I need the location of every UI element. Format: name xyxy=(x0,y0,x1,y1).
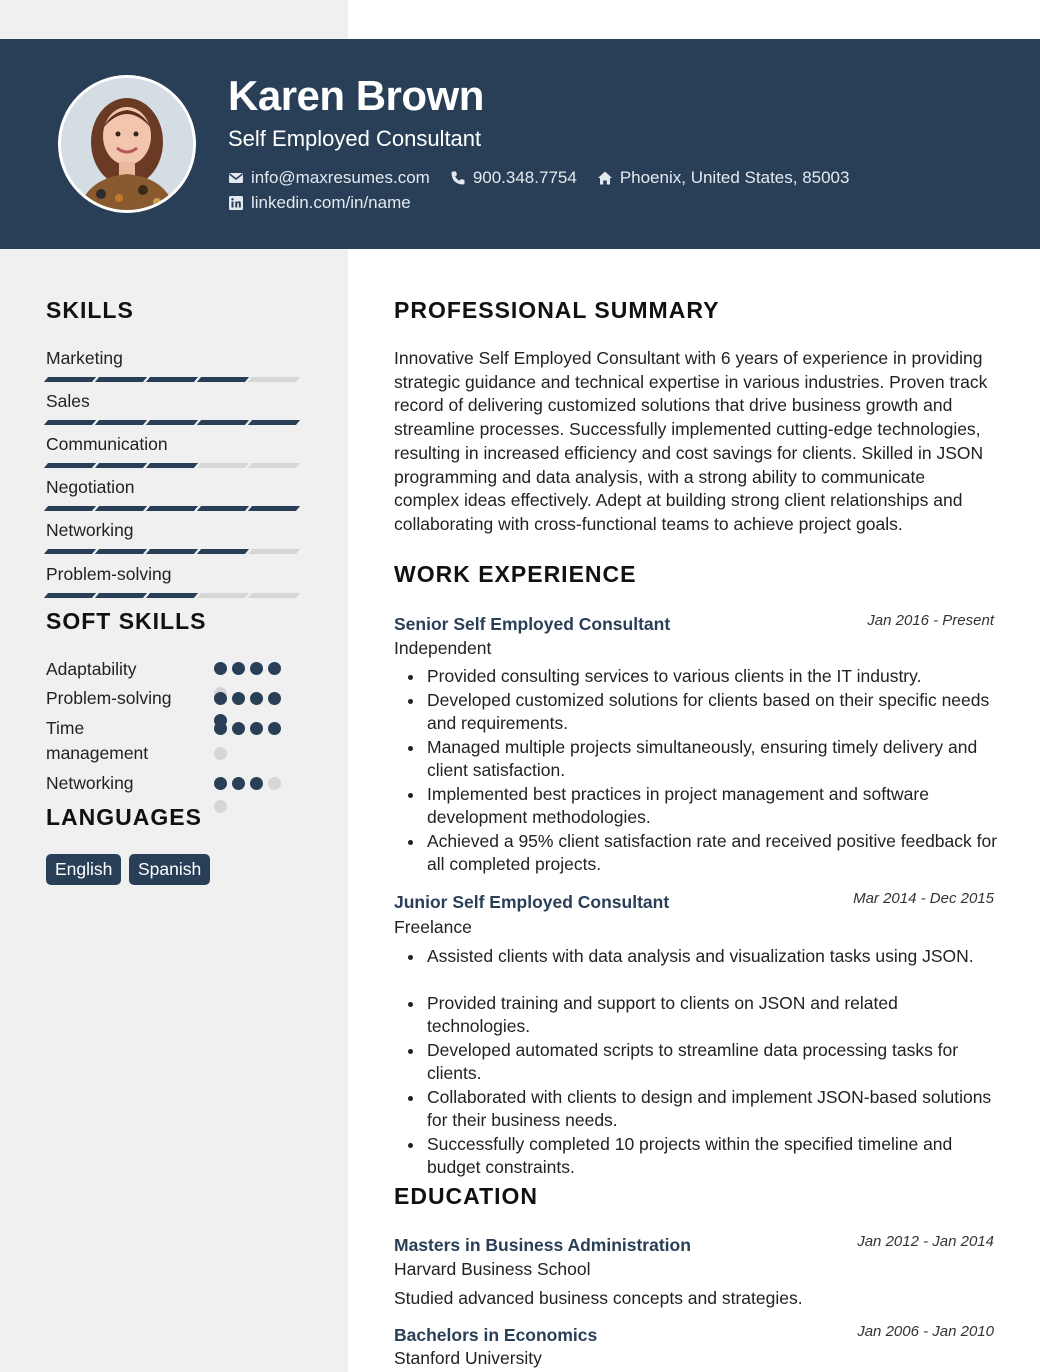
skill-label: Problem-solving xyxy=(46,564,172,584)
rating-dot xyxy=(232,662,245,675)
skill-level-segment xyxy=(146,593,198,598)
job-bullets xyxy=(427,665,999,877)
rating-dot xyxy=(250,722,263,735)
soft-skill-rating xyxy=(214,722,294,760)
contact-address xyxy=(597,167,850,189)
skill-level-segment xyxy=(197,377,249,382)
job-company: Freelance xyxy=(394,917,472,937)
job-bullet: Assisted clients with data analysis and visualization tasks using JSON. xyxy=(427,945,999,969)
skill-level-bar xyxy=(46,506,302,512)
skill-level-segment xyxy=(146,463,198,468)
skill-level-segment xyxy=(248,593,300,598)
degree-dates: Jan 2012 - Jan 2014 xyxy=(857,1233,994,1250)
skill-label: Communication xyxy=(46,434,168,454)
soft-skill-label: Time management xyxy=(46,718,149,763)
rating-dot xyxy=(268,662,281,675)
rating-dot xyxy=(268,692,281,705)
skill-label: Sales xyxy=(46,391,90,411)
skill-level-segment xyxy=(197,420,249,425)
skill-label: Networking xyxy=(46,520,134,540)
skill-level-segment xyxy=(95,377,147,382)
candidate-role: Self Employed Consultant xyxy=(228,126,482,151)
skill-level-segment xyxy=(197,549,249,554)
skill-level-segment xyxy=(95,506,147,511)
linkedin-text: linkedin.com/in/name xyxy=(251,193,411,212)
resume-header xyxy=(0,39,1040,249)
profile-photo-illustration xyxy=(61,78,193,210)
phone-text: 900.348.7754 xyxy=(472,168,577,187)
experience-heading: WORK EXPERIENCE xyxy=(394,561,637,587)
degree-description: Studied advanced business concepts and strategies. xyxy=(394,1288,803,1308)
job-bullets xyxy=(427,945,999,1180)
job-company: Independent xyxy=(394,638,492,658)
skill-level-segment xyxy=(197,463,249,468)
language-badge-spanish: Spanish xyxy=(129,854,210,885)
contact-row-2 xyxy=(228,192,431,214)
degree-title: Bachelors in Economics xyxy=(394,1325,598,1345)
phone-icon xyxy=(450,170,466,186)
envelope-icon xyxy=(228,170,244,186)
skill-label: Marketing xyxy=(46,348,123,368)
skill-level-segment xyxy=(44,463,96,468)
skill-level-segment xyxy=(248,377,300,382)
rating-dot xyxy=(250,777,263,790)
language-badge-english: English xyxy=(46,854,121,885)
skill-level-segment xyxy=(146,420,198,425)
rating-dot xyxy=(232,777,245,790)
rating-dot xyxy=(268,722,281,735)
job-bullet: Provided consulting services to various clients in the IT industry. xyxy=(427,665,999,689)
skill-level-segment xyxy=(146,377,198,382)
rating-dot xyxy=(232,692,245,705)
degree-dates: Jan 2006 - Jan 2010 xyxy=(857,1323,994,1340)
soft-skill-label: Problem-solving xyxy=(46,688,172,708)
skill-level-segment xyxy=(44,593,96,598)
skill-level-segment xyxy=(248,420,300,425)
skill-level-segment xyxy=(44,377,96,382)
skill-level-segment xyxy=(197,506,249,511)
job-title: Junior Self Employed Consultant xyxy=(394,892,670,912)
email-text: info@maxresumes.com xyxy=(251,168,430,187)
school-name: Harvard Business School xyxy=(394,1259,591,1279)
summary-heading: PROFESSIONAL SUMMARY xyxy=(394,297,720,323)
skill-level-segment xyxy=(146,506,198,511)
rating-dot xyxy=(232,722,245,735)
skill-level-segment xyxy=(248,506,300,511)
skill-level-bar xyxy=(46,549,302,555)
skills-heading: SKILLS xyxy=(46,297,134,323)
education-heading: EDUCATION xyxy=(394,1183,539,1209)
soft-skill-rating xyxy=(214,777,294,813)
job-bullet: Implemented best practices in project management and software development methodologies. xyxy=(427,783,999,830)
rating-dot xyxy=(268,777,281,790)
job-title: Senior Self Employed Consultant xyxy=(394,614,671,634)
contact-row xyxy=(228,167,869,189)
contact-email[interactable] xyxy=(228,167,430,189)
skill-level-bar xyxy=(46,593,302,599)
skill-level-bar xyxy=(46,463,302,469)
rating-dot xyxy=(214,800,227,813)
job-bullet: Managed multiple projects simultaneously, ensuring timely delivery and client satisfaction. xyxy=(427,736,999,783)
skill-level-segment xyxy=(95,549,147,554)
job-bullet: Achieved a 95% client satisfaction rate and received positive feedback for all completed projects. xyxy=(427,830,999,877)
rating-dot xyxy=(214,747,227,760)
home-icon xyxy=(597,170,613,186)
school-name: Stanford University xyxy=(394,1348,542,1368)
skill-level-segment xyxy=(146,549,198,554)
profile-photo xyxy=(58,75,196,213)
address-text: Phoenix, United States, 85003 xyxy=(619,168,850,187)
summary-text: Innovative Self Employed Consultant with 6 years of experience in providing strategic guidance and technical expertise in various industries. Proven track record of delivering customized solutions that drive business growth and streamline processes. Successfully implemented cutting-edge technologies, resulting in increased efficiency and cost savings for clients. Skilled in JSON programming and data analysis, with a strong ability to communicate complex ideas effectively. Adept at building strong client relationships and collaborating with cross-functional teams to achieve project goals. xyxy=(394,348,988,534)
job-bullet: Developed automated scripts to streamline data processing tasks for clients. xyxy=(427,1039,999,1086)
rating-dot xyxy=(214,722,227,735)
job-dates: Jan 2016 - Present xyxy=(867,612,994,629)
degree-title: Masters in Business Administration xyxy=(394,1235,691,1255)
rating-dot xyxy=(250,692,263,705)
skill-level-bar xyxy=(46,377,302,383)
candidate-name: Karen Brown xyxy=(228,72,484,119)
rating-dot xyxy=(214,662,227,675)
job-bullet: Collaborated with clients to design and implement JSON-based solutions for their business needs. xyxy=(427,1086,999,1133)
skill-level-segment xyxy=(44,420,96,425)
job-bullet: Successfully completed 10 projects within the specified timeline and budget constraints. xyxy=(427,1133,999,1180)
job-bullet: Provided training and support to clients on JSON and related technologies. xyxy=(427,992,999,1039)
skill-level-segment xyxy=(95,463,147,468)
skill-level-segment xyxy=(248,549,300,554)
skill-level-segment xyxy=(44,506,96,511)
skill-level-bar xyxy=(46,420,302,426)
job-bullet: Developed customized solutions for clients based on their specific needs and requirements. xyxy=(427,689,999,736)
skill-level-segment xyxy=(44,549,96,554)
linkedin-icon xyxy=(228,195,244,211)
skill-level-segment xyxy=(95,420,147,425)
rating-dot xyxy=(250,662,263,675)
skill-level-segment xyxy=(248,463,300,468)
soft-skill-label: Adaptability xyxy=(46,659,137,679)
skill-level-segment xyxy=(95,593,147,598)
contact-phone[interactable] xyxy=(450,167,577,189)
job-dates: Mar 2014 - Dec 2015 xyxy=(853,890,994,907)
soft-skill-label: Networking xyxy=(46,773,134,793)
soft-skills-heading: SOFT SKILLS xyxy=(46,608,207,634)
rating-dot xyxy=(214,692,227,705)
skill-level-segment xyxy=(197,593,249,598)
rating-dot xyxy=(214,777,227,790)
languages-heading: LANGUAGES xyxy=(46,804,202,830)
skill-label: Negotiation xyxy=(46,477,135,497)
contact-linkedin[interactable] xyxy=(228,192,411,214)
